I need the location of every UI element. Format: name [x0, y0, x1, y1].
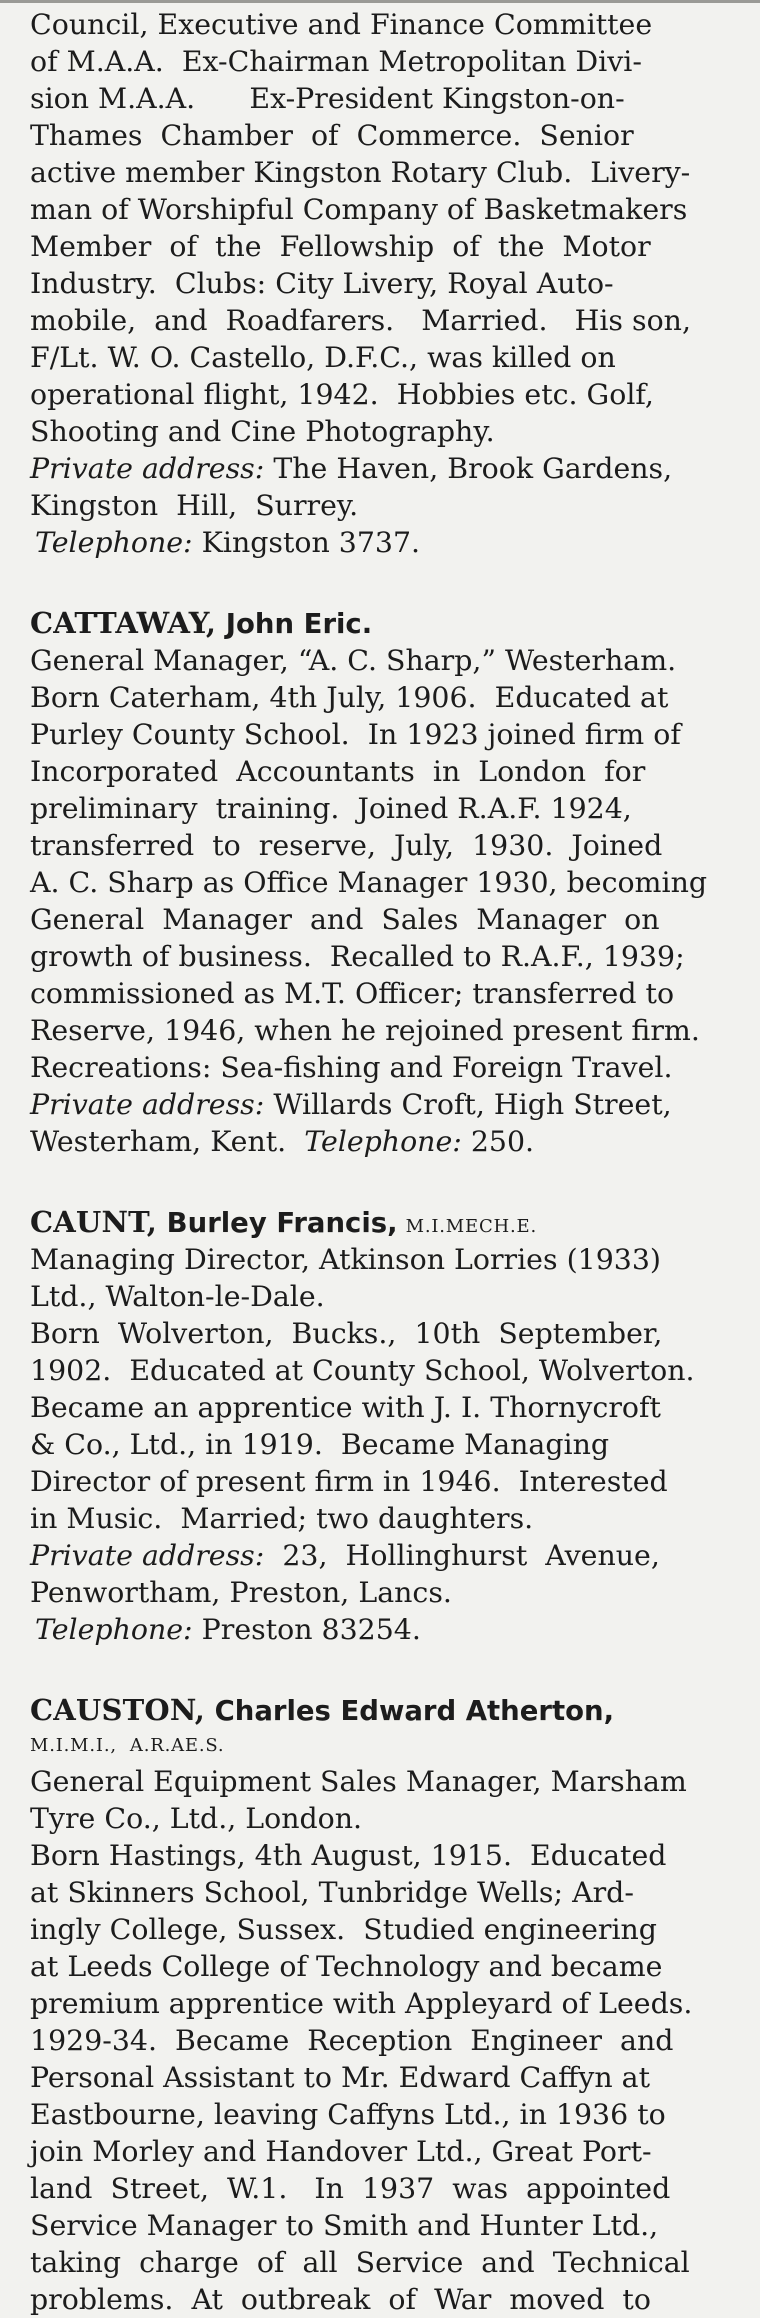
entry-line: sion M.A.A. Ex-President Kingston-on-	[30, 82, 625, 115]
entry-line: Thames Chamber of Commerce. Senior	[30, 119, 634, 152]
private-address-line	[30, 1086, 750, 1123]
private-address-value: 23, Hollinghurst Avenue,	[264, 1539, 660, 1572]
entry-line: 1902. Educated at County School, Wolverton.	[30, 1354, 695, 1387]
telephone-label: Telephone:	[304, 1125, 462, 1158]
telephone-value: 250.	[461, 1125, 535, 1158]
entry-line: F/Lt. W. O. Castello, D.F.C., was killed on	[30, 341, 616, 374]
entry-line: Director of present firm in 1946. Interested	[30, 1465, 668, 1498]
entry-line: Eastbourne, leaving Caffyns Ltd., in 1936 to	[30, 2098, 666, 2131]
private-address-value: The Haven, Brook Gardens,	[264, 452, 673, 485]
private-address-label: Private address:	[30, 1539, 265, 1572]
entry-line: Purley County School. In 1923 joined firm of	[30, 718, 681, 751]
entry-line: taking charge of all Service and Technical	[30, 2246, 690, 2279]
entry-surname: CAUNT,	[30, 1205, 158, 1239]
entry-surname: CATTAWAY,	[30, 606, 217, 640]
entry-line: Recreations: Sea-fishing and Foreign Travel.	[30, 1051, 673, 1084]
entry-qualifications: M.I.MECH.E.	[405, 1216, 538, 1237]
entry-caunt	[30, 1203, 750, 1648]
entry-cattaway	[30, 604, 750, 1160]
entry-line: Service Manager to Smith and Hunter Ltd.,	[30, 2209, 659, 2242]
top-rule	[0, 0, 760, 3]
entry-causton	[30, 1691, 750, 2318]
entry-line: active member Kingston Rotary Club. Livery-	[30, 156, 691, 189]
telephone-line	[30, 524, 750, 561]
entry-line: General Equipment Sales Manager, Marsham	[30, 1765, 687, 1798]
entry-continued	[30, 6, 750, 561]
entry-line: commissioned as M.T. Officer; transferred to	[30, 977, 675, 1010]
entry-line: in Music. Married; two daughters.	[30, 1502, 534, 1535]
entry-line: A. C. Sharp as Office Manager 1930, becoming	[30, 866, 708, 899]
entry-given-names: Charles Edward Atherton,	[205, 1695, 615, 1727]
private-address-line	[30, 1537, 750, 1574]
entry-line: Ltd., Walton-le-Dale.	[30, 1280, 325, 1313]
private-address-label: Private address:	[30, 1088, 265, 1121]
entry-line: at Leeds College of Technology and became	[30, 1950, 663, 1983]
entry-line: man of Worshipful Company of Basketmakers	[30, 193, 688, 226]
entry-line: 1929-34. Became Reception Engineer and	[30, 2024, 674, 2057]
entry-line: transferred to reserve, July, 1930. Joined	[30, 829, 663, 862]
address-telephone-line	[30, 1123, 750, 1160]
entry-line: Industry. Clubs: City Livery, Royal Auto-	[30, 267, 614, 300]
entry-line: ingly College, Sussex. Studied engineering	[30, 1913, 657, 1946]
entry-line: join Morley and Handover Ltd., Great Port-	[30, 2135, 652, 2168]
entry-line: mobile, and Roadfarers. Married. His son,	[30, 304, 691, 337]
private-address-line: Penwortham, Preston, Lancs.	[30, 1576, 452, 1609]
entry-line: Born Caterham, 4th July, 1906. Educated at	[30, 681, 669, 714]
entry-line: General Manager and Sales Manager on	[30, 903, 660, 936]
entry-line: Member of the Fellowship of the Motor	[30, 230, 651, 263]
entry-line: Personal Assistant to Mr. Edward Caffyn at	[30, 2061, 651, 2094]
entry-line: premium apprentice with Appleyard of Leeds.	[30, 1987, 693, 2020]
entry-heading	[30, 1203, 750, 1241]
entry-line: Born Hastings, 4th August, 1915. Educated	[30, 1839, 667, 1872]
entry-line: of M.A.A. Ex-Chairman Metropolitan Divi-	[30, 45, 642, 78]
entry-line: Council, Executive and Finance Committee	[30, 8, 653, 41]
private-address-line	[30, 450, 750, 487]
entry-line: Shooting and Cine Photography.	[30, 415, 495, 448]
entry-given-names: Burley Francis,	[157, 1207, 398, 1239]
entry-line: Born Wolverton, Bucks., 10th September,	[30, 1317, 663, 1350]
telephone-value: Kingston 3737.	[192, 526, 421, 559]
telephone-label: Telephone:	[35, 526, 193, 559]
private-address-label: Private address:	[30, 452, 265, 485]
directory-page	[30, 6, 750, 2318]
entry-line: operational flight, 1942. Hobbies etc. Golf,	[30, 378, 654, 411]
entry-line: Tyre Co., Ltd., London.	[30, 1802, 363, 1835]
entry-qualifications: M.I.M.I., A.R.AE.S.	[30, 1735, 225, 1756]
telephone-value: Preston 83254.	[192, 1613, 421, 1646]
address-continuation: Westerham, Kent.	[30, 1125, 305, 1158]
entry-line: preliminary training. Joined R.A.F. 1924,	[30, 792, 632, 825]
entry-given-names: John Eric.	[216, 608, 373, 640]
entry-line: & Co., Ltd., in 1919. Became Managing	[30, 1428, 610, 1461]
entry-line: at Skinners School, Tunbridge Wells; Ard-	[30, 1876, 634, 1909]
private-address-line: Kingston Hill, Surrey.	[30, 489, 359, 522]
entry-surname: CAUSTON,	[30, 1693, 206, 1727]
entry-line: growth of business. Recalled to R.A.F., 1939;	[30, 940, 685, 973]
entry-line: Managing Director, Atkinson Lorries (1933)	[30, 1243, 661, 1276]
entry-heading	[30, 1691, 750, 1729]
entry-line: Reserve, 1946, when he rejoined present firm.	[30, 1014, 700, 1047]
entry-line: problems. At outbreak of War moved to	[30, 2283, 651, 2316]
telephone-label: Telephone:	[35, 1613, 193, 1646]
entry-heading	[30, 604, 750, 642]
entry-line: General Manager, “A. C. Sharp,” Westerham.	[30, 644, 677, 677]
entry-line: Incorporated Accountants in London for	[30, 755, 646, 788]
private-address-value: Willards Croft, High Street,	[264, 1088, 672, 1121]
entry-line: Became an apprentice with J. I. Thornycroft	[30, 1391, 661, 1424]
telephone-line	[30, 1611, 750, 1648]
entry-line: land Street, W.1. In 1937 was appointed	[30, 2172, 671, 2205]
